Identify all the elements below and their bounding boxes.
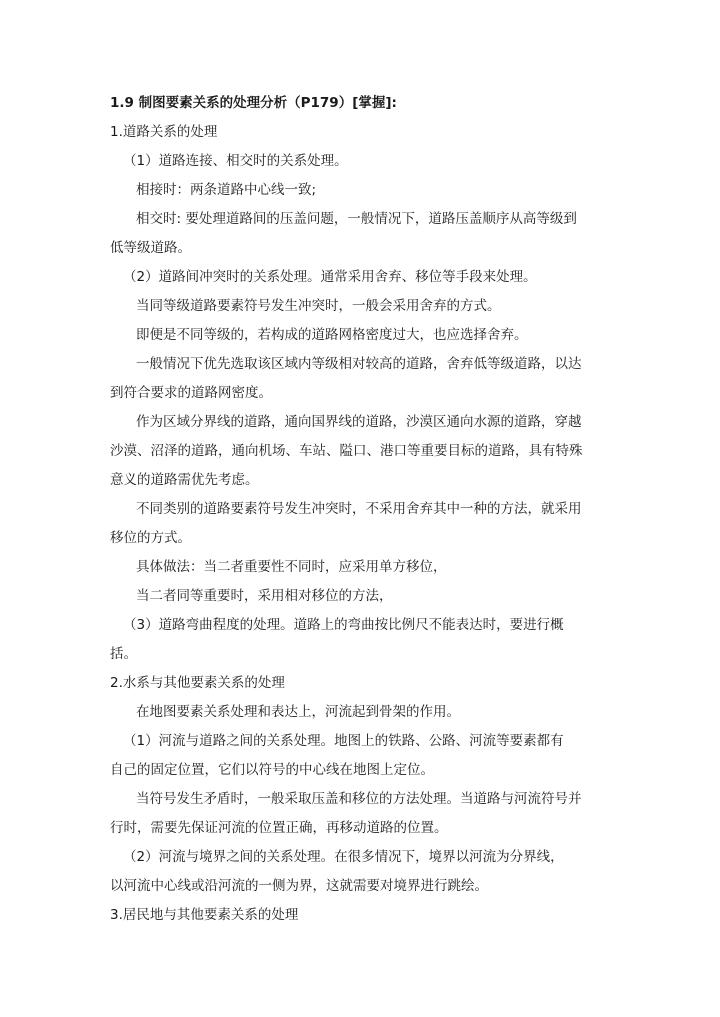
text-line: （2）道路间冲突时的关系处理。通常采用舍弃、移位等手段来处理。 [123,269,537,285]
text-line: （1）河流与道路之间的关系处理。地图上的铁路、公路、河流等要素都有 [123,733,564,749]
text-line: 即便是不同等级的，若构成的道路网格密度过大，也应选择舍弃。 [136,327,528,343]
document-body [110,89,620,930]
text-line: 到符合要求的道路网密度。 [110,385,272,401]
paragraph-list [110,118,620,930]
text-line: （1）道路连接、相交时的关系处理。 [123,153,348,169]
text-line: 意义的道路需优先考虑。 [110,472,259,488]
text-line: 作为区域分界线的道路，通向国界线的道路，沙漠区通向水源的道路，穿越 [136,414,582,430]
text-line: 当二者同等重要时，采用相对移位的方法， [136,588,393,604]
section-title: 1.9 制图要素关系的处理分析（P179）[掌握]: [110,95,397,111]
text-line: 当符号发生矛盾时，一般采取压盖和移位的方法处理。当道路与河流符号并 [136,791,582,807]
text-line: 不同类别的道路要素符号发生冲突时，不采用舍弃其中一种的方法，就采用 [136,501,582,517]
text-line: 括。 [110,646,137,662]
text-line: 自己的固定位置，它们以符号的中心线在地图上定位。 [110,762,434,778]
text-line: 移位的方式。 [110,530,191,546]
text-line: （3）道路弯曲程度的处理。道路上的弯曲按比例尺不能表达时，要进行概 [123,617,564,633]
text-line: 2.水系与其他要素关系的处理 [110,675,285,691]
text-line: 一般情况下优先选取该区域内等级相对较高的道路，舍弃低等级道路，以达 [136,356,582,372]
text-line: 以河流中心线或沿河流的一侧为界，这就需要对境界进行跳绘。 [110,878,488,894]
text-line: 行时，需要先保证河流的位置正确，再移动道路的位置。 [110,820,448,836]
text-line: 沙漠、沼泽的道路，通向机场、车站、隘口、港口等重要目标的道路，具有特殊 [110,443,583,459]
text-line: 相接时：两条道路中心线一致; [136,182,317,198]
text-line: 低等级道路。 [110,240,191,256]
text-line: 相交时: 要处理道路间的压盖问题，一般情况下，道路压盖顺序从高等级到 [136,211,577,227]
text-line: 在地图要素关系处理和表达上，河流起到骨架的作用。 [136,704,460,720]
text-line: 3.居民地与其他要素关系的处理 [110,907,299,923]
text-line: 1.道路关系的处理 [110,124,218,140]
text-line: 当同等级道路要素符号发生冲突时，一般会采用舍弃的方式。 [136,298,501,314]
text-line: （2）河流与境界之间的关系处理。在很多情况下，境界以河流为分界线， [123,849,564,865]
text-line: 具体做法：当二者重要性不同时，应采用单方移位， [136,559,447,575]
